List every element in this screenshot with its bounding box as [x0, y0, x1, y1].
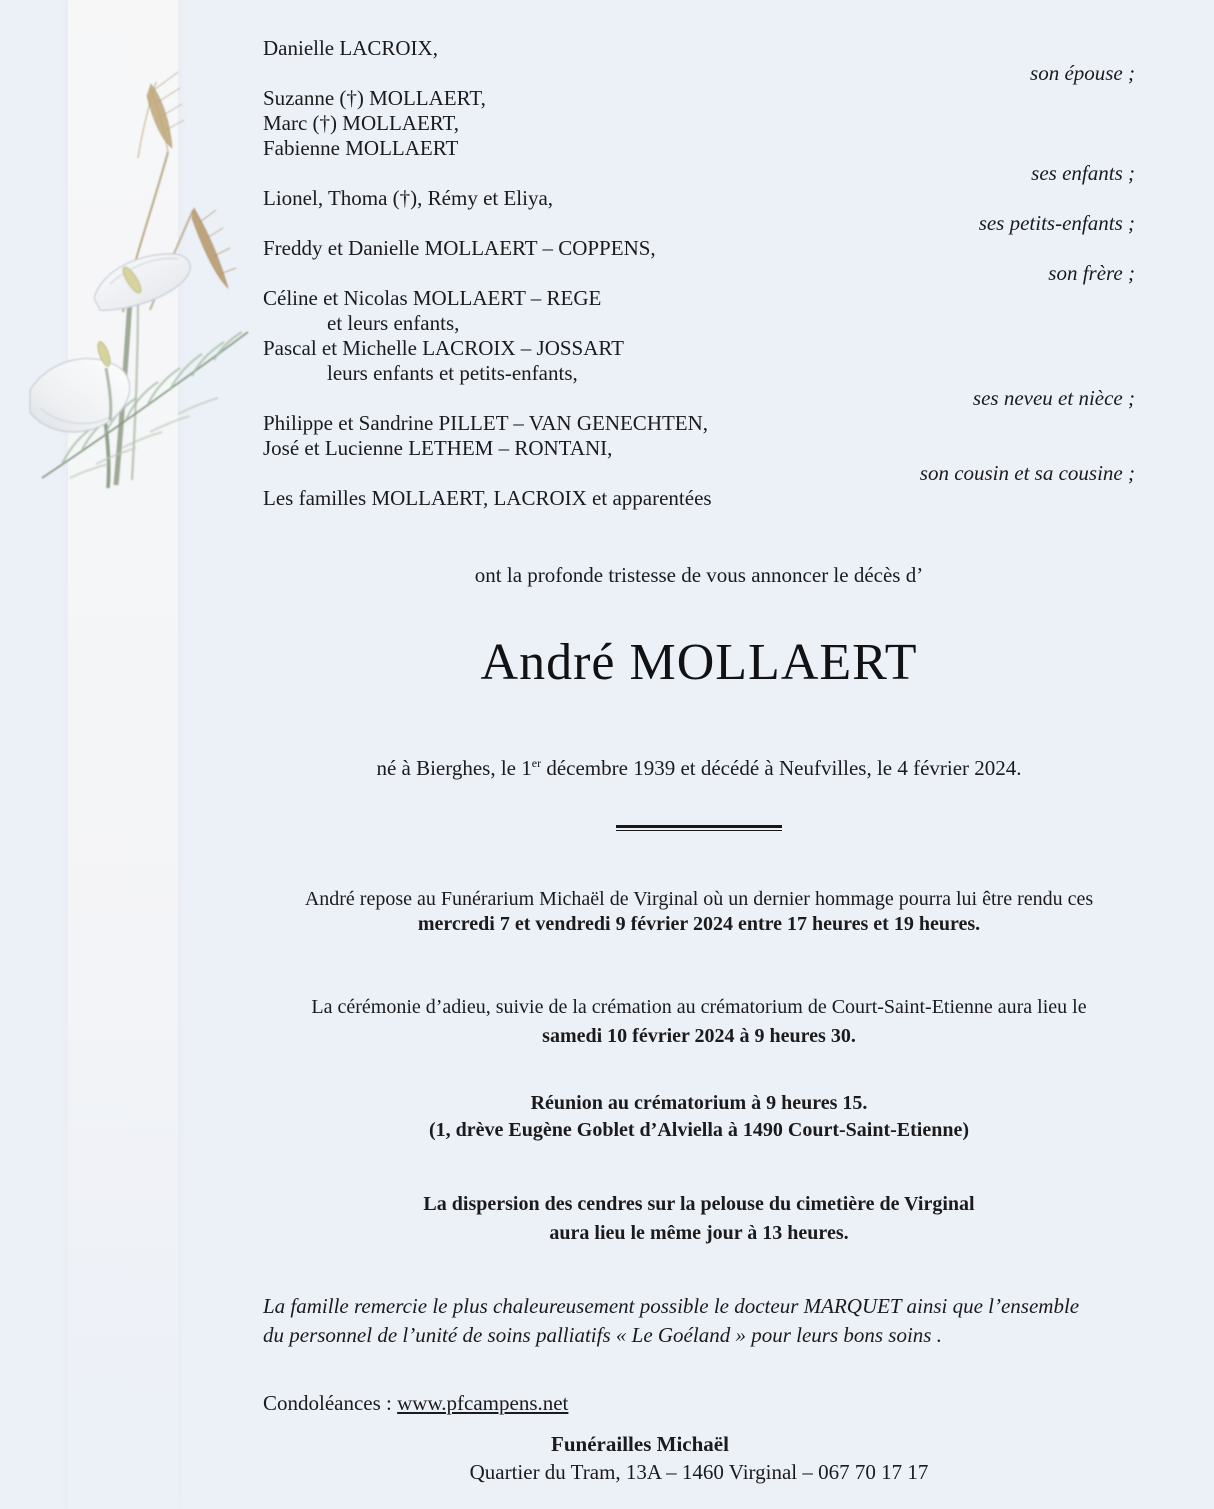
life-dates-part: décembre 1939 et décédé à Neufvilles, le 4 février 2024.: [541, 756, 1022, 780]
family-name-line: Danielle LACROIX,: [263, 36, 438, 60]
relation-label: son frère ;: [1048, 261, 1135, 285]
family-name-line: leurs enfants et petits-enfants,: [327, 361, 578, 385]
deceased-name: André MOLLAERT: [480, 634, 918, 691]
family-name-line: Lionel, Thoma (†), Rémy et Eliya,: [263, 186, 554, 210]
condolences-link[interactable]: www.pfcampens.net: [397, 1391, 569, 1415]
life-dates: [263, 751, 1135, 781]
dispersion-line: La dispersion des cendres sur la pelouse du cimetière de Virginal: [423, 1193, 975, 1215]
thanks-paragraph: [263, 1292, 1135, 1350]
relation-label: ses petits-enfants ;: [978, 211, 1135, 235]
condolences-label: Condoléances :: [263, 1391, 398, 1415]
relation-label: son épouse ;: [1030, 61, 1135, 85]
calla-lily-wheat-illustration: [10, 60, 260, 490]
announcement-intro: ont la profonde tristesse de vous annoncer le décès d’: [474, 563, 924, 587]
family-name-line: José et Lucienne LETHEM – RONTANI,: [263, 436, 613, 460]
meeting-line: Réunion au crématorium à 9 heures 15.: [530, 1092, 868, 1114]
meeting-address: (1, drève Eugène Goblet d’Alviella à 1490 Court-Saint-Etienne): [429, 1119, 969, 1141]
thanks-line: La famille remercie le plus chaleureusement possible le docteur MARQUET ainsi que l’ensemble: [263, 1294, 1080, 1318]
dispersion-schedule: aura lieu le même jour à 13 heures.: [549, 1222, 849, 1244]
relation-label: ses neveu et nièce ;: [972, 386, 1135, 410]
family-name-line: et leurs enfants,: [327, 311, 460, 335]
family-list: [263, 36, 1135, 511]
relation-label: ses enfants ;: [1031, 161, 1135, 185]
ordinal-superscript: er: [531, 756, 542, 770]
thanks-line: du personnel de l’unité de soins palliatifs « Le Goéland » pour leurs bons soins .: [263, 1323, 942, 1347]
family-name-line: Freddy et Danielle MOLLAERT – COPPENS,: [263, 236, 656, 260]
family-name-line: Philippe et Sandrine PILLET – VAN GENECHTEN,: [263, 411, 709, 435]
visitation-line: André repose au Funérarium Michaël de Virginal où un dernier hommage pourra lui être rendu ces: [304, 888, 1094, 910]
visitation-schedule: mercredi 7 et vendredi 9 février 2024 entre 17 heures et 19 heures.: [417, 913, 981, 935]
relation-label: son cousin et sa cousine ;: [919, 461, 1135, 485]
funeral-home-name: Funérailles Michaël: [551, 1432, 729, 1456]
family-name-line: Suzanne (†) MOLLAERT,: [263, 86, 486, 110]
family-name-line: Les familles MOLLAERT, LACROIX et apparentées: [263, 486, 712, 510]
life-dates-part: né à Bierghes, le 1: [376, 756, 532, 780]
ceremony-line: La cérémonie d’adieu, suivie de la crémation au crématorium de Court-Saint-Etienne aura lieu le: [311, 996, 1087, 1018]
section-divider: [616, 825, 782, 831]
funeral-home-address: Quartier du Tram, 13A – 1460 Virginal – 067 70 17 17: [469, 1460, 929, 1484]
condolences-line: [263, 1391, 1135, 1416]
main-text-column: [263, 0, 1135, 1485]
family-name-line: Céline et Nicolas MOLLAERT – REGE: [263, 286, 602, 310]
ceremony-schedule: samedi 10 février 2024 à 9 heures 30.: [542, 1025, 856, 1047]
family-name-line: Marc (†) MOLLAERT,: [263, 111, 460, 135]
family-name-line: Pascal et Michelle LACROIX – JOSSART: [263, 336, 624, 360]
family-name-line: Fabienne MOLLAERT: [263, 136, 459, 160]
